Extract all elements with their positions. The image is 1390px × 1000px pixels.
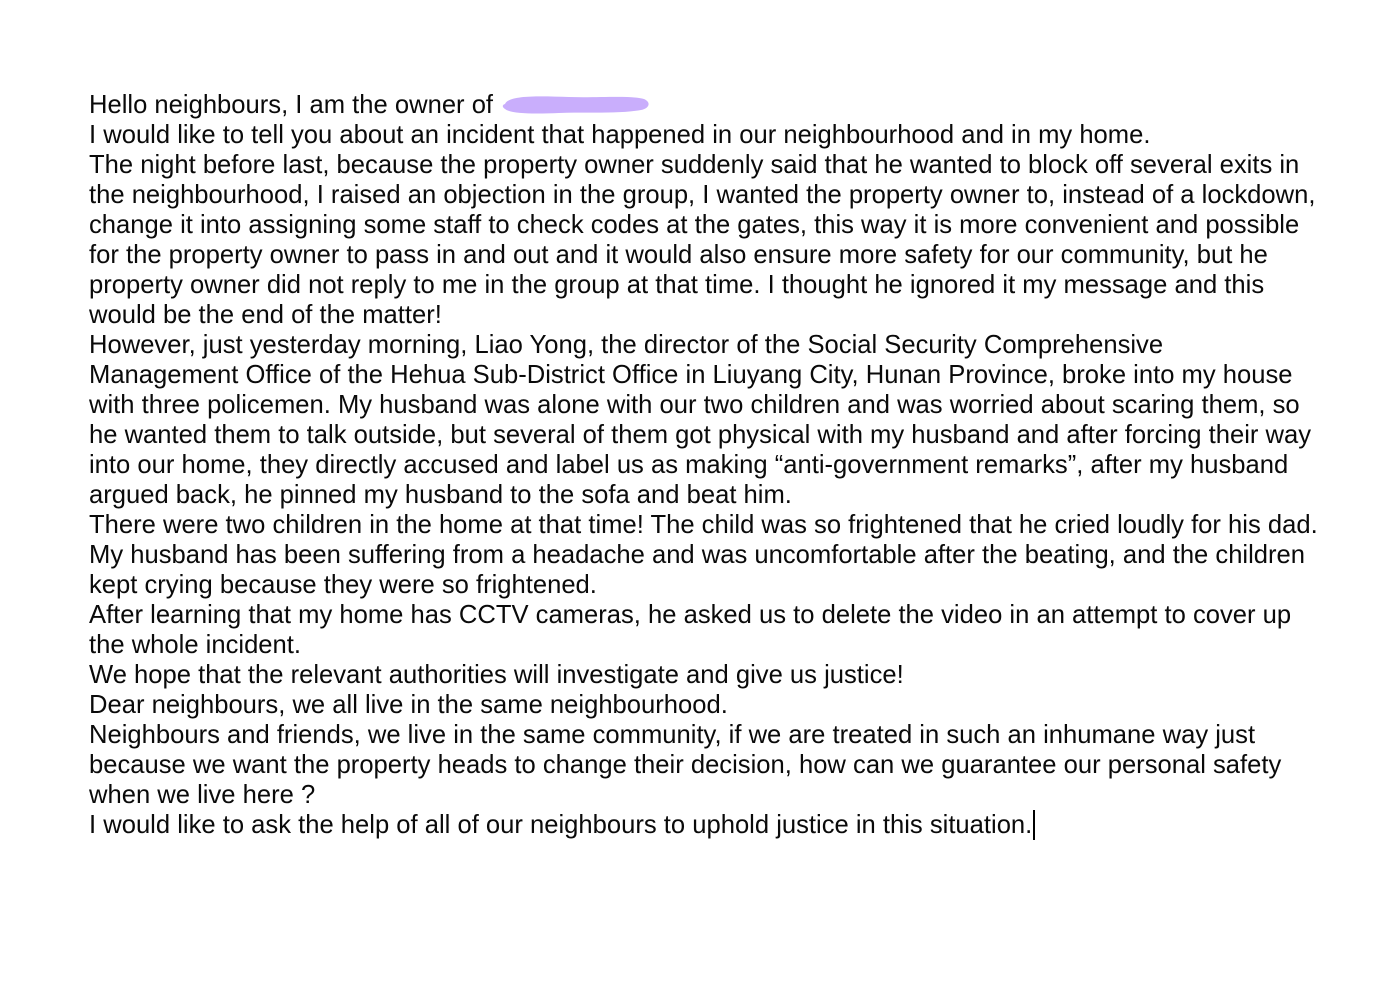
paragraph: We hope that the relevant authorities will investigate and give us justice! xyxy=(89,661,904,689)
paragraph: I would like to tell you about an incident that happened in our neighbourhood and in my home. xyxy=(89,121,1151,149)
paragraph: The night before last, because the property owner suddenly said that he wanted to block off several exits in the neighbourhood, I raised an objection in the group, I wanted the property owner to, instead of a lockdown, change it into assigning some staff to check codes at the gates, this way it is more convenient and possible for the property owner to pass in and out and it would also ensure more safety for our community, but he property owner did not reply to me in the group at that time. I thought he ignored it my message and this would be the end of the matter! xyxy=(89,151,1316,329)
opening-line xyxy=(89,90,1319,120)
paragraph: Neighbours and friends, we live in the same community, if we are treated in such an inhumane way just because we want the property heads to change their decision, how can we guarantee our personal safety when we live here ? xyxy=(89,721,1282,809)
document-body[interactable] xyxy=(89,90,1319,840)
text-cursor xyxy=(1033,810,1035,840)
opening-text: Hello neighbours, I am the owner of xyxy=(89,91,494,119)
redaction-mark xyxy=(499,92,651,116)
paragraph: Dear neighbours, we all live in the same neighbourhood. xyxy=(89,691,728,719)
paragraph: There were two children in the home at that time! The child was so frightened that he cried loudly for his dad. xyxy=(89,511,1318,539)
paragraph: My husband has been suffering from a headache and was uncomfortable after the beating, and the children kept crying because they were so frightened. xyxy=(89,541,1306,599)
closing-text: I would like to ask the help of all of our neighbours to uphold justice in this situation. xyxy=(89,811,1033,839)
paragraph: After learning that my home has CCTV cameras, he asked us to delete the video in an attempt to cover up the whole incident. xyxy=(89,601,1292,659)
paragraph: However, just yesterday morning, Liao Yong, the director of the Social Security Comprehensive Management Office of the Hehua Sub-District Office in Liuyang City, Hunan Province, broke into my house with three policemen. My husband was alone with our two children and was worried about scaring them, so he wanted them to talk outside, but several of them got physical with my husband and after forcing their way into our home, they directly accused and label us as making “anti-government remarks”, after my husband argued back, he pinned my husband to the sofa and beat him. xyxy=(89,331,1312,509)
closing-line xyxy=(89,810,1319,840)
